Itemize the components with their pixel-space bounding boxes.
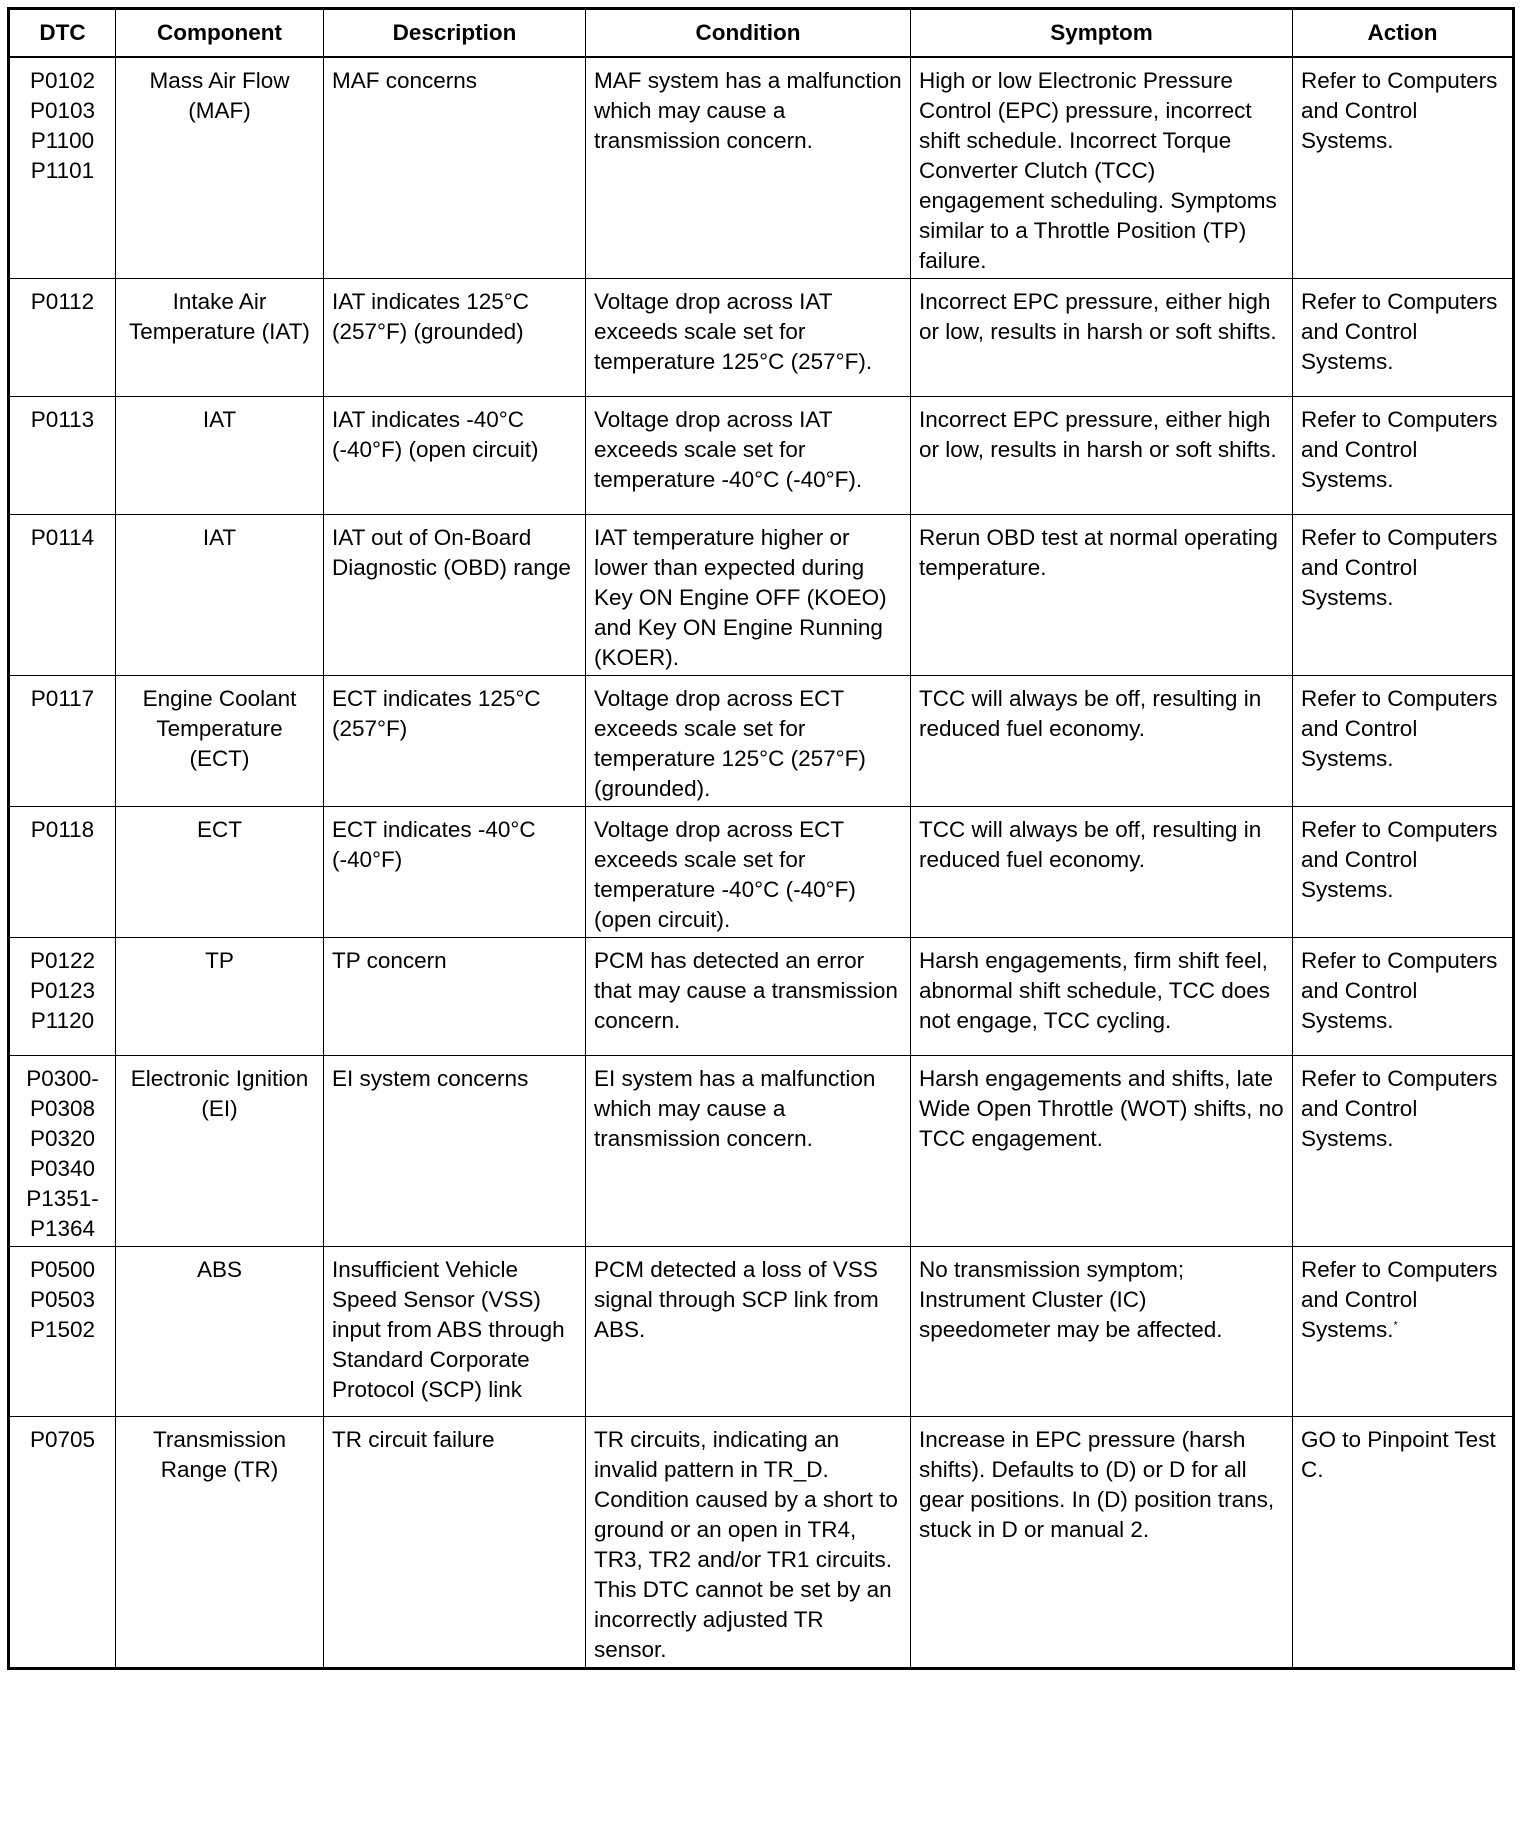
header-symptom: Symptom [911, 9, 1293, 58]
table-body [9, 57, 1514, 1669]
component-cell [116, 676, 324, 807]
header-condition: Condition [586, 9, 911, 58]
symptom-cell [911, 1247, 1293, 1417]
component-cell-text: Engine Coolant Temperature (ECT) [142, 686, 297, 771]
condition-cell [586, 279, 911, 397]
condition-cell [586, 676, 911, 807]
dtc-cell-text: P0117 [30, 686, 95, 711]
action-cell [1293, 397, 1514, 515]
table-row [9, 279, 1514, 397]
condition-cell [586, 938, 911, 1056]
dtc-cell-text: P0122 P0123 P1120 [29, 948, 96, 1033]
condition-cell [586, 515, 911, 676]
symptom-cell [911, 397, 1293, 515]
action-cell [1293, 676, 1514, 807]
table-header-row [9, 9, 1514, 58]
description-cell-text: EI system concerns [332, 1066, 529, 1091]
condition-cell-text: Voltage drop across ECT exceeds scale set for temperature -40°C (-40°F) (open circuit). [594, 817, 856, 932]
component-cell-text: Electronic Ignition (EI) [130, 1066, 309, 1121]
dtc-cell-text: P0112 [30, 289, 95, 314]
component-cell [116, 515, 324, 676]
component-cell [116, 1247, 324, 1417]
action-cell-text: Refer to Computers and Control Systems. [1301, 68, 1498, 153]
symptom-cell [911, 938, 1293, 1056]
dtc-cell [9, 1417, 116, 1669]
symptom-cell [911, 515, 1293, 676]
component-cell-text: TP [205, 948, 234, 973]
dtc-cell-text: P0113 [30, 407, 95, 432]
symptom-cell-text: High or low Electronic Pressure Control (EPC) pressure, incorrect shift schedule. Incorrect Torque Converter Clutch (TCC) engagement scheduling. Symptoms similar to a Throttle Position (TP) failure. [919, 68, 1277, 273]
condition-cell-text: Voltage drop across ECT exceeds scale set for temperature 125°C (257°F) (grounded). [594, 686, 866, 801]
condition-cell-text: EI system has a malfunction which may cause a transmission concern. [594, 1066, 876, 1151]
description-cell-text: Insufficient Vehicle Speed Sensor (VSS) input from ABS through Standard Corporate Protocol (SCP) link [332, 1257, 565, 1402]
condition-cell-text: TR circuits, indicating an invalid pattern in TR_D. Condition caused by a short to ground or an open in TR4, TR3, TR2 and/or TR1 circuits. This DTC cannot be set by an incorrectly adjusted TR sensor. [594, 1427, 898, 1662]
symptom-cell-text: No transmission symptom; Instrument Cluster (IC) speedometer may be affected. [919, 1257, 1223, 1342]
action-cell-text: Refer to Computers and Control Systems. [1301, 525, 1498, 610]
description-cell-text: MAF concerns [332, 68, 478, 93]
dtc-cell-text: P0300- P0308 P0320 P0340 P1351- P1364 [26, 1066, 99, 1241]
symptom-cell-text: TCC will always be off, resulting in reduced fuel economy. [919, 686, 1262, 741]
action-cell-text: Refer to Computers and Control Systems. [1301, 407, 1498, 492]
component-cell [116, 1417, 324, 1669]
dtc-cell [9, 938, 116, 1056]
description-cell-text: ECT indicates 125°C (257°F) [332, 686, 541, 741]
condition-cell [586, 1247, 911, 1417]
description-cell [324, 807, 586, 938]
description-cell [324, 1247, 586, 1417]
component-cell [116, 938, 324, 1056]
dtc-cell-text: P0705 [29, 1427, 96, 1452]
table-row [9, 676, 1514, 807]
table-row [9, 397, 1514, 515]
dtc-cell [9, 397, 116, 515]
table-row [9, 515, 1514, 676]
description-cell-text: IAT indicates 125°C (257°F) (grounded) [332, 289, 530, 344]
component-cell [116, 57, 324, 279]
component-cell [116, 807, 324, 938]
symptom-cell-text: TCC will always be off, resulting in reduced fuel economy. [919, 817, 1262, 872]
dtc-cell-text: P0102 P0103 P1100 P1101 [29, 68, 96, 183]
dtc-cell [9, 1056, 116, 1247]
header-action: Action [1293, 9, 1514, 58]
condition-cell-text: MAF system has a malfunction which may cause a transmission concern. [594, 68, 902, 153]
header-component: Component [116, 9, 324, 58]
dtc-cell [9, 515, 116, 676]
action-cell [1293, 515, 1514, 676]
component-cell-text: ECT [197, 817, 242, 842]
condition-cell [586, 807, 911, 938]
component-cell [116, 397, 324, 515]
symptom-cell [911, 279, 1293, 397]
component-cell [116, 279, 324, 397]
table-row [9, 1056, 1514, 1247]
action-cell [1293, 938, 1514, 1056]
description-cell-text: ECT indicates -40°C (-40°F) [332, 817, 536, 872]
dtc-cell [9, 807, 116, 938]
component-cell-text: ABS [196, 1257, 243, 1282]
description-cell [324, 515, 586, 676]
action-cell [1293, 1247, 1514, 1417]
condition-cell-text: IAT temperature higher or lower than expected during Key ON Engine OFF (KOEO) and Key ON Engine Running (KOER). [594, 525, 887, 670]
table-row [9, 57, 1514, 279]
table-row [9, 807, 1514, 938]
condition-cell [586, 57, 911, 279]
action-cell-text: GO to Pinpoint Test C. [1301, 1427, 1496, 1482]
dtc-cell [9, 1247, 116, 1417]
dtc-cell-text: P0500 P0503 P1502 [29, 1257, 96, 1342]
symptom-cell [911, 1056, 1293, 1247]
table-row [9, 1247, 1514, 1417]
symptom-cell-text: Incorrect EPC pressure, either high or low, results in harsh or soft shifts. [919, 289, 1277, 344]
component-cell-text: Intake Air Temperature (IAT) [129, 289, 310, 344]
action-cell-text: Refer to Computers and Control Systems. [1301, 289, 1498, 374]
condition-cell-text: PCM detected a loss of VSS signal through SCP link from ABS. [594, 1257, 879, 1342]
action-cell-text: Refer to Computers and Control Systems. [1301, 686, 1498, 771]
symptom-cell-text: Harsh engagements and shifts, late Wide Open Throttle (WOT) shifts, no TCC engagement. [919, 1066, 1284, 1151]
description-cell-text: TP concern [332, 948, 447, 973]
description-cell [324, 1056, 586, 1247]
symptom-cell-text: Increase in EPC pressure (harsh shifts). Defaults to (D) or D for all gear positions. In (D) position trans, stuck in D or manual 2. [919, 1427, 1275, 1542]
action-cell [1293, 57, 1514, 279]
footnote-marker: * [1393, 1319, 1398, 1332]
description-cell-text: IAT out of On-Board Diagnostic (OBD) range [332, 525, 571, 580]
symptom-cell [911, 676, 1293, 807]
action-cell-text: Refer to Computers and Control Systems. [1301, 1066, 1498, 1151]
component-cell-text: Mass Air Flow (MAF) [149, 68, 290, 123]
component-cell-text: IAT [202, 525, 237, 550]
symptom-cell-text: Harsh engagements, firm shift feel, abnormal shift schedule, TCC does not engage, TCC cycling. [919, 948, 1271, 1033]
condition-cell-text: Voltage drop across IAT exceeds scale set for temperature 125°C (257°F). [594, 289, 873, 374]
action-cell-text: Refer to Computers and Control Systems. [1301, 948, 1498, 1033]
action-cell [1293, 807, 1514, 938]
description-cell [324, 938, 586, 1056]
condition-cell-text: Voltage drop across IAT exceeds scale set for temperature -40°C (-40°F). [594, 407, 863, 492]
description-cell-text: IAT indicates -40°C (-40°F) (open circuit) [332, 407, 539, 462]
symptom-cell [911, 807, 1293, 938]
dtc-cell-text: P0118 [30, 817, 95, 842]
table-row [9, 938, 1514, 1056]
dtc-table [7, 7, 1515, 1670]
description-cell [324, 1417, 586, 1669]
description-cell [324, 279, 586, 397]
dtc-cell [9, 676, 116, 807]
condition-cell [586, 397, 911, 515]
symptom-cell [911, 57, 1293, 279]
symptom-cell-text: Incorrect EPC pressure, either high or low, results in harsh or soft shifts. [919, 407, 1277, 462]
description-cell [324, 57, 586, 279]
condition-cell [586, 1417, 911, 1669]
dtc-cell [9, 57, 116, 279]
header-description: Description [324, 9, 586, 58]
dtc-cell-text: P0114 [30, 525, 95, 550]
component-cell [116, 1056, 324, 1247]
description-cell [324, 676, 586, 807]
action-cell-text: Refer to Computers and Control Systems. [1301, 1257, 1498, 1342]
component-cell-text: Transmission Range (TR) [153, 1427, 286, 1482]
description-cell [324, 397, 586, 515]
condition-cell [586, 1056, 911, 1247]
action-cell-text: Refer to Computers and Control Systems. [1301, 817, 1498, 902]
dtc-cell [9, 279, 116, 397]
condition-cell-text: PCM has detected an error that may cause a transmission concern. [594, 948, 898, 1033]
component-cell-text: IAT [202, 407, 237, 432]
table-row [9, 1417, 1514, 1669]
action-cell [1293, 1056, 1514, 1247]
description-cell-text: TR circuit failure [332, 1427, 495, 1452]
action-cell [1293, 1417, 1514, 1669]
symptom-cell [911, 1417, 1293, 1669]
action-cell [1293, 279, 1514, 397]
header-dtc: DTC [9, 9, 116, 58]
symptom-cell-text: Rerun OBD test at normal operating temperature. [919, 525, 1278, 580]
